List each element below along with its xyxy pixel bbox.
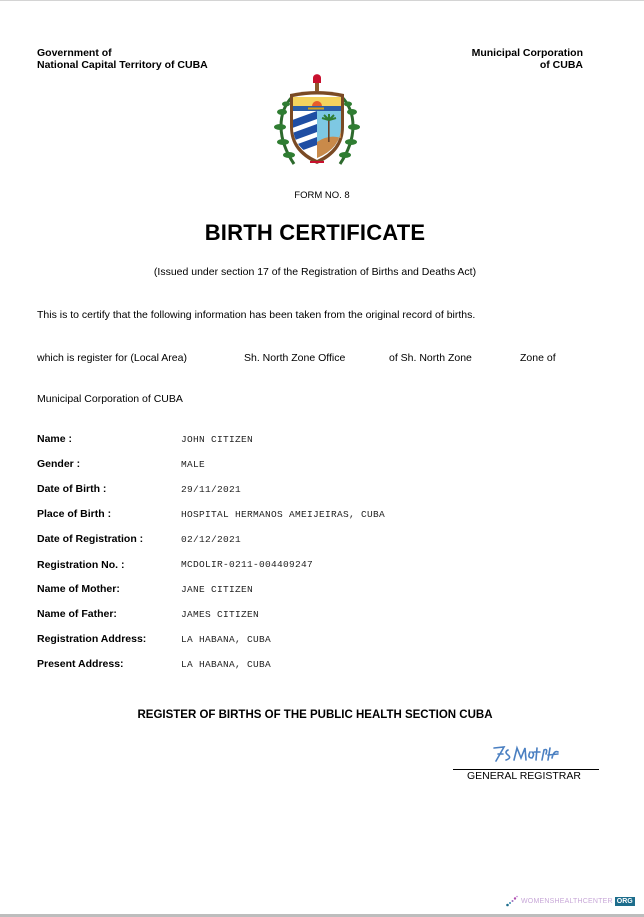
municipal-line: Municipal Corporation of CUBA bbox=[37, 393, 183, 405]
dots-logo-icon bbox=[506, 895, 518, 907]
header-right-line2: of CUBA bbox=[539, 59, 583, 71]
field-value-registration-address: LA HABANA, CUBA bbox=[181, 634, 272, 645]
field-label-dob: Date of Birth : bbox=[37, 483, 107, 495]
field-label-present-address: Present Address: bbox=[37, 658, 124, 670]
field-value-present-address: LA HABANA, CUBA bbox=[181, 659, 272, 670]
registration-line-part4: Zone of bbox=[520, 352, 556, 364]
field-value-dob: 29/11/2021 bbox=[181, 484, 242, 495]
watermark-badge: ORG bbox=[616, 897, 633, 905]
signature-icon bbox=[490, 742, 562, 764]
field-value-date-of-registration: 02/12/2021 bbox=[181, 534, 242, 545]
field-label-mother: Name of Mother: bbox=[37, 583, 120, 595]
field-label-place-of-birth: Place of Birth : bbox=[37, 508, 112, 520]
field-label-name: Name : bbox=[37, 433, 73, 445]
field-label-registration-address: Registration Address: bbox=[37, 633, 147, 645]
top-border bbox=[0, 0, 644, 1]
registrar-label: GENERAL REGISTRAR bbox=[467, 770, 581, 782]
field-label-gender: Gender : bbox=[37, 458, 81, 470]
field-value-father: JAMES CITIZEN bbox=[181, 609, 260, 620]
watermark-text: WOMENSHEALTHCENTER bbox=[521, 897, 613, 905]
registration-line-part2: Sh. North Zone Office bbox=[244, 352, 346, 364]
register-heading: REGISTER OF BIRTHS OF THE PUBLIC HEALTH SECTION CUBA bbox=[137, 709, 493, 721]
header-right bbox=[472, 47, 583, 71]
header-left-line1: Government of bbox=[37, 47, 112, 59]
cuba-coat-of-arms-icon bbox=[272, 72, 362, 172]
field-label-father: Name of Father: bbox=[37, 608, 117, 620]
subtitle: (Issued under section 17 of the Registration of Births and Deaths Act) bbox=[153, 266, 477, 278]
field-label-date-of-registration: Date of Registration : bbox=[37, 533, 144, 545]
registration-line-part3: of Sh. North Zone bbox=[389, 352, 472, 364]
field-value-gender: MALE bbox=[181, 459, 206, 470]
field-value-mother: JANE CITIZEN bbox=[181, 584, 254, 595]
header-right-line1: Municipal Corporation bbox=[471, 47, 583, 59]
header-left bbox=[37, 47, 208, 71]
field-label-registration-no: Registration No. : bbox=[37, 559, 125, 571]
field-value-registration-no: MCDOLIR-0211-004409247 bbox=[181, 559, 314, 570]
watermark bbox=[506, 894, 635, 908]
page-title: BIRTH CERTIFICATE bbox=[204, 220, 426, 245]
form-number: FORM NO. 8 bbox=[294, 190, 350, 201]
field-value-place-of-birth: HOSPITAL HERMANOS AMEIJEIRAS, CUBA bbox=[181, 509, 386, 520]
certify-text: This is to certify that the following information has been taken from the original record of births. bbox=[37, 309, 476, 321]
field-value-name: JOHN CITIZEN bbox=[181, 434, 254, 445]
header-left-line2: National Capital Territory of CUBA bbox=[37, 59, 208, 71]
registration-line-part1: which is register for (Local Area) bbox=[37, 352, 187, 364]
